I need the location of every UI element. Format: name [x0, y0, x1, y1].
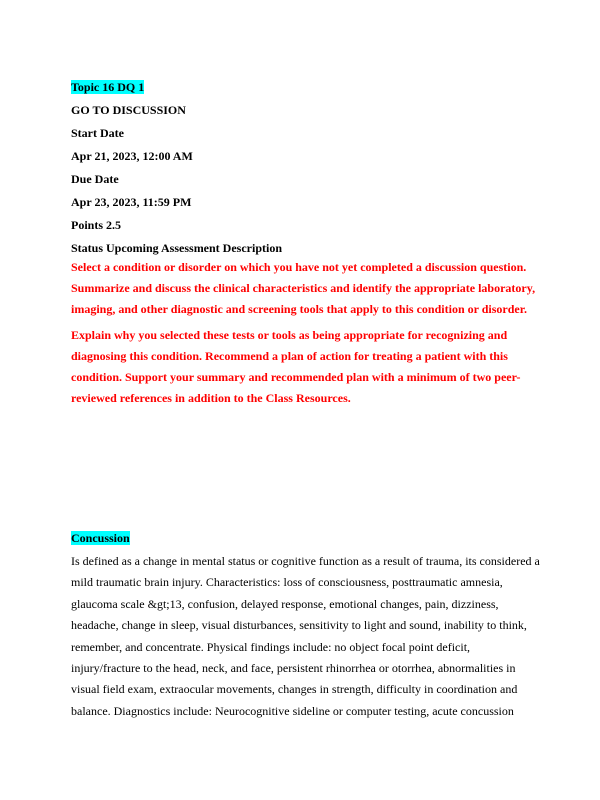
topic-highlight: Topic 16 DQ 1: [71, 80, 145, 94]
assignment-instructions-paragraph-2: Explain why you selected these tests or tools as being appropriate for recognizing and diagnosing this condition. Recommend a plan of action for treating a patient with this condition. Support your summary and recommended plan with a minimum of two peer-reviewed references in addition to the Class Resources.: [71, 328, 521, 405]
response-body: Is defined as a change in mental status or cognitive function as a result of trauma, its considered a mild traumatic brain injury. Characteristics: loss of consciousness, posttraumatic amnesia, glaucoma scale &gt;13, confusion, delayed response, emotional changes, pain, dizziness, headache, change in sleep, visual disturbances, sensitivity to light and sound, inability to think, remember, and concentrate. Physical findings include: no object focal point deficit, injury/fracture to the head, neck, and face, persistent rhinorrhea or otorrhea, abnormalities in visual field exam, extraocular movements, changes in strength, difficulty in coordination and balance. Diagnostics include: Neurocognitive sideline or computer testing, acute concussion: [71, 554, 540, 718]
go-to-discussion-link[interactable]: GO TO DISCUSSION: [71, 103, 186, 117]
points-value: Points 2.5: [71, 218, 122, 232]
status-line: Status Upcoming Assessment Description: [71, 241, 283, 255]
topic-label: [71, 80, 541, 94]
assignment-instructions-paragraph-1: Select a condition or disorder on which you have not yet completed a discussion question. Summarize and discuss the clinical characteristics and identify the appropriate laboratory, imaging, and other diagnostic and screening tools that apply to this condition or disorder.: [71, 260, 536, 316]
discussion-response-section: [71, 531, 541, 722]
start-date-label: Start Date: [71, 126, 124, 140]
due-date-label: Due Date: [71, 172, 119, 186]
response-heading-highlight: Concussion: [71, 531, 130, 545]
response-heading: [71, 531, 541, 545]
due-date-value: Apr 23, 2023, 11:59 PM: [71, 195, 192, 209]
assignment-header-section: [71, 80, 541, 409]
start-date-value: Apr 21, 2023, 12:00 AM: [71, 149, 193, 163]
